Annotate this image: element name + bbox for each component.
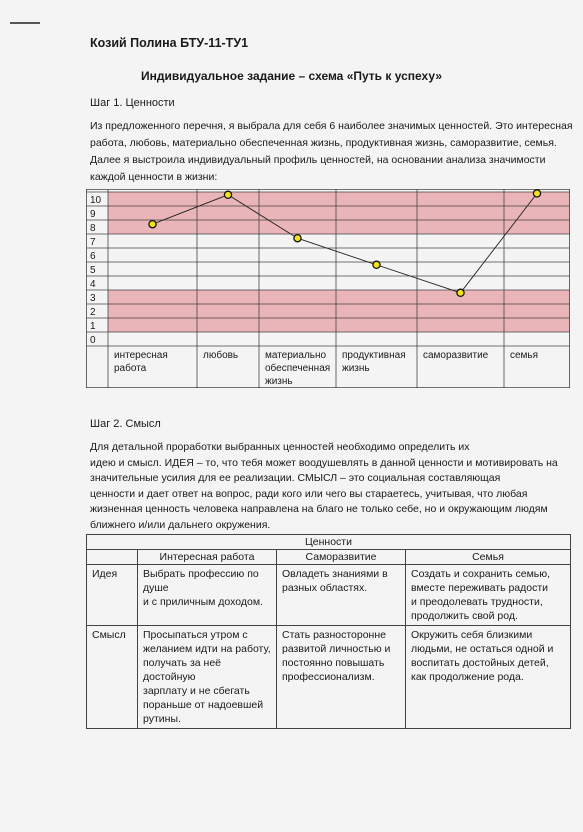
column-header: Семья — [406, 550, 571, 565]
data-point — [373, 261, 380, 268]
table-caption-row — [87, 535, 571, 550]
y-tick-label: 2 — [90, 307, 96, 318]
table-cell — [406, 565, 571, 626]
category-label: работа — [114, 363, 147, 374]
y-tick-label: 5 — [90, 265, 96, 276]
column-header: Интересная работа — [138, 550, 277, 565]
step2-line: ценности и дает ответ на вопрос, ради кого или чего вы стараетесь, учитывая, что любая — [90, 487, 528, 500]
step1-heading: Шаг 1. Ценности — [90, 97, 175, 109]
cell-line: Просыпаться утром с — [143, 629, 248, 641]
y-tick-label: 9 — [90, 209, 96, 220]
cell-line: развитой личностью и — [282, 643, 391, 655]
cell-line: Овладеть знаниями в — [282, 568, 388, 580]
step2-line: идею и смысл. ИДЕЯ – то, что тебя может воодушевлять в данной ценности и мотивировать на — [90, 456, 558, 469]
y-tick-label: 3 — [90, 293, 96, 304]
cell-line: Создать и сохранить семью, — [411, 568, 551, 580]
cell-line: людьми, не остаться одной и — [411, 643, 554, 655]
table-cell — [406, 626, 571, 729]
category-label: материально — [265, 350, 327, 361]
category-label: любовь — [203, 350, 239, 361]
category-label: саморазвитие — [423, 350, 489, 361]
table-cell — [138, 565, 277, 626]
data-point — [533, 190, 540, 197]
step2-line: жизненная ценность человека направлена на благо не только себе, но и окружающим людям — [90, 503, 548, 515]
data-point — [294, 235, 301, 242]
cell-line: Выбрать профессию по душе — [143, 568, 259, 594]
table-cell — [277, 565, 406, 626]
step2-line: значительные усилия для ее реализации. СМЫСЛ – это социальная составляющая — [90, 472, 501, 484]
table-row — [87, 626, 571, 729]
page-corner-mark — [10, 22, 40, 24]
values-profile-chart — [86, 189, 570, 388]
cell-line: и преодолевать трудности, — [411, 596, 543, 608]
step1-line: работа, любовь, материально обеспеченная жизнь, продуктивная жизнь, саморазвитие, семья. — [90, 137, 557, 149]
cell-line: вместе переживать радости — [411, 582, 549, 594]
y-tick-label: 4 — [90, 279, 96, 290]
cell-line: воспитать достойных детей, — [411, 657, 549, 669]
table-caption: Ценности — [87, 535, 571, 550]
cell-line: Окружить себя близкими — [411, 629, 533, 641]
step1-paragraph — [90, 118, 573, 186]
category-label: обеспеченная — [265, 363, 331, 374]
category-label: жизнь — [265, 376, 293, 387]
high-values-band — [108, 192, 570, 234]
category-label: интересная — [114, 350, 168, 361]
step1-line: Далее я выстроила индивидуальный профиль ценностей, на основании анализа значимости — [90, 154, 546, 166]
cell-line: профессионализм. — [282, 671, 375, 683]
table-corner-cell — [87, 550, 138, 565]
step2-line: Для детальной проработки выбранных ценностей необходимо определить их — [90, 441, 470, 453]
y-tick-label: 8 — [90, 223, 96, 234]
table-cell — [277, 626, 406, 729]
chart-svg — [86, 189, 570, 388]
data-point — [149, 221, 156, 228]
data-point — [224, 191, 231, 198]
category-label: жизнь — [342, 363, 370, 374]
table-cell — [138, 626, 277, 729]
step2-paragraph — [90, 440, 558, 533]
y-tick-label: 0 — [90, 335, 96, 346]
cell-line: как продолжение рода. — [411, 671, 524, 683]
cell-line: пораньше от надоевшей — [143, 699, 264, 711]
cell-line: рутины. — [143, 713, 181, 725]
values-table — [86, 534, 571, 729]
cell-line: и с приличным доходом. — [143, 596, 263, 608]
cell-line: зарплату и не сбегать — [143, 685, 250, 697]
step1-line: Из предложенного перечня, я выбрала для себя 6 наиболее значимых ценностей. Это интересная — [90, 120, 573, 132]
step1-line: каждой ценности в жизни: — [90, 171, 218, 183]
y-tick-label: 7 — [90, 237, 96, 248]
cell-line: продолжить свой род. — [411, 610, 518, 622]
cell-line: желанием идти на работу, — [143, 643, 271, 655]
y-tick-label: 6 — [90, 251, 96, 262]
step2-heading: Шаг 2. Смысл — [90, 418, 161, 430]
category-label: семья — [510, 350, 539, 361]
category-label: продуктивная — [342, 350, 406, 361]
author-line: Козий Полина БТУ-11-ТУ1 — [90, 36, 249, 50]
cell-line: разных областях. — [282, 582, 368, 594]
step2-line: ближнего и/или дальнего окружения. — [90, 518, 271, 531]
column-header: Саморазвитие — [277, 550, 406, 565]
data-point — [457, 289, 464, 296]
y-tick-label: 10 — [90, 195, 102, 206]
table-row — [87, 565, 571, 626]
cell-line: постоянно повышать — [282, 657, 385, 669]
document-title: Индивидуальное задание – схема «Путь к успеху» — [140, 69, 443, 83]
low-values-band — [108, 290, 570, 332]
cell-line: Стать разносторонне — [282, 629, 386, 641]
y-tick-label: 1 — [90, 321, 96, 332]
row-label: Идея — [87, 565, 138, 626]
row-label: Смысл — [87, 626, 138, 729]
cell-line: получать за неё достойную — [143, 657, 221, 683]
table-header-row — [87, 550, 571, 565]
